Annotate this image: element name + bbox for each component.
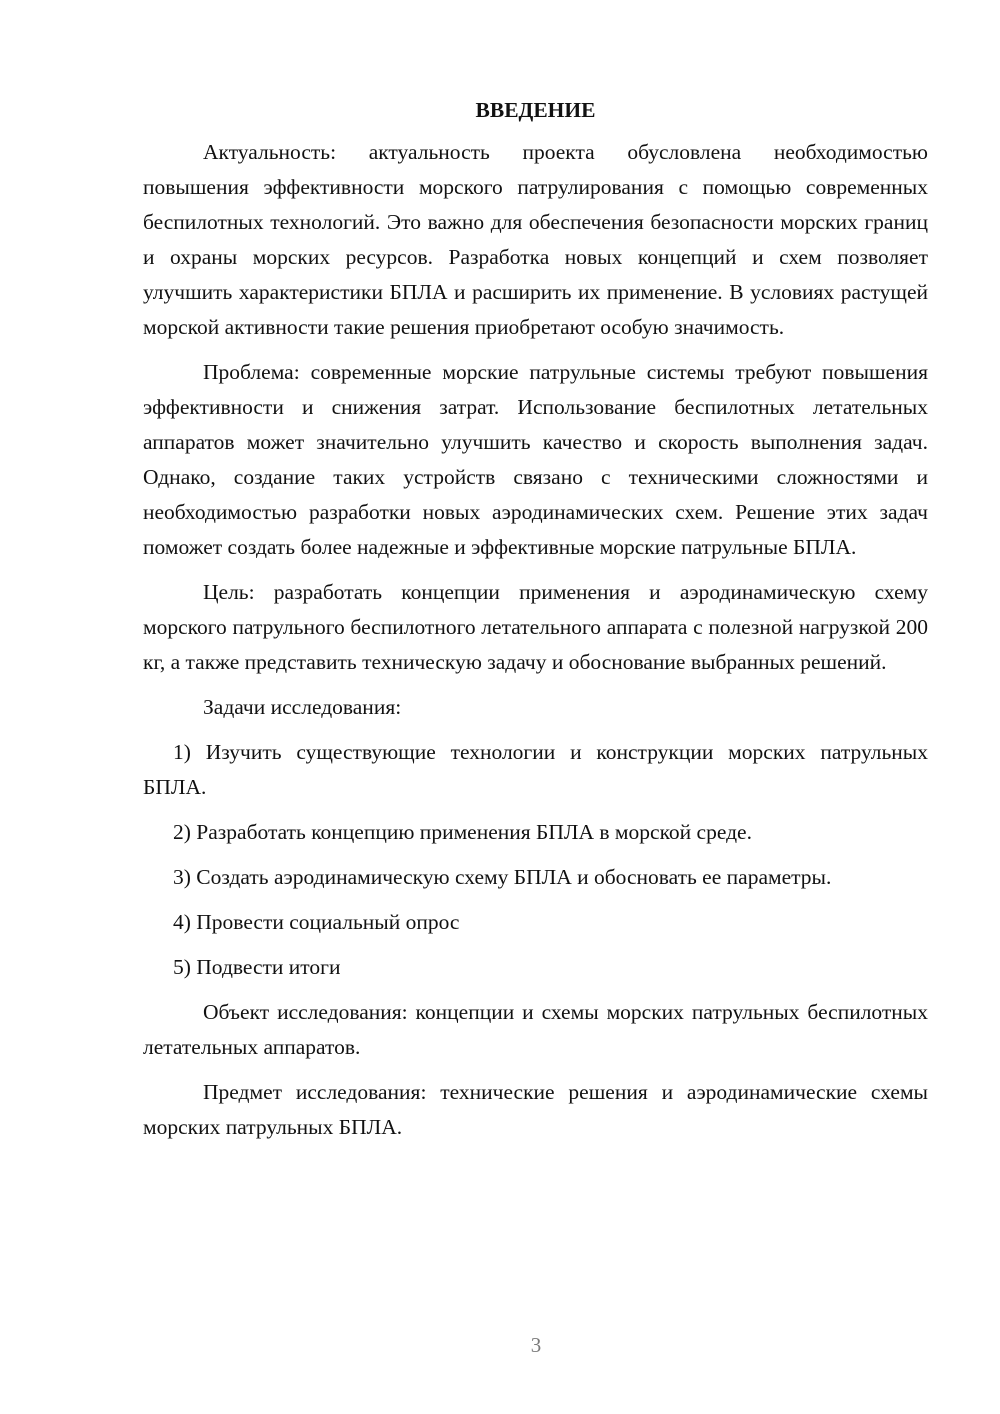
- paragraph-problem: Проблема: современные морские патрульные системы требуют повышения эффективности и снижения затрат. Использование беспилотных летательных аппаратов может значительно улучшить качество и скорость выполнения задач. Однако, создание таких устройств связано с техническими сложностями и необходимостью разработки новых аэродинамических схем. Решение этих задач поможет создать более надежные и эффективные морские патрульные БПЛА.: [143, 360, 928, 559]
- task-item-1: 1) Изучить существующие технологии и конструкции морских патрульных БПЛА.: [143, 740, 928, 799]
- task-item-5: 5) Подвести итоги: [173, 955, 341, 979]
- task-item-2: 2) Разработать концепцию применения БПЛА в морской среде.: [173, 820, 752, 844]
- paragraph-object: Объект исследования: концепции и схемы морских патрульных беспилотных летательных аппаратов.: [143, 1000, 928, 1059]
- tasks-heading: Задачи исследования:: [203, 695, 402, 719]
- paragraph-goal: Цель: разработать концепции применения и аэродинамическую схему морского патрульного беспилотного летательного аппарата с полезной нагрузкой 200 кг, а также представить техническую задачу и обоснование выбранных решений.: [143, 580, 928, 674]
- page-content: [143, 95, 928, 1155]
- page-number: 3: [530, 1333, 542, 1357]
- section-title: ВВЕДЕНИЕ: [475, 98, 596, 122]
- task-item-3: 3) Создать аэродинамическую схему БПЛА и обосновать ее параметры.: [173, 865, 832, 889]
- paragraph-subject: Предмет исследования: технические решения и аэродинамические схемы морских патрульных БПЛА.: [143, 1080, 928, 1139]
- task-item-4: 4) Провести социальный опрос: [173, 910, 460, 934]
- paragraph-relevance: Актуальность: актуальность проекта обусловлена необходимостью повышения эффективности морского патрулирования с помощью современных беспилотных технологий. Это важно для обеспечения безопасности морских границ и охраны морских ресурсов. Разработка новых концепций и схем позволяет улучшить характеристики БПЛА и расширить их применение. В условиях растущей морской активности такие решения приобретают особую значимость.: [143, 140, 928, 339]
